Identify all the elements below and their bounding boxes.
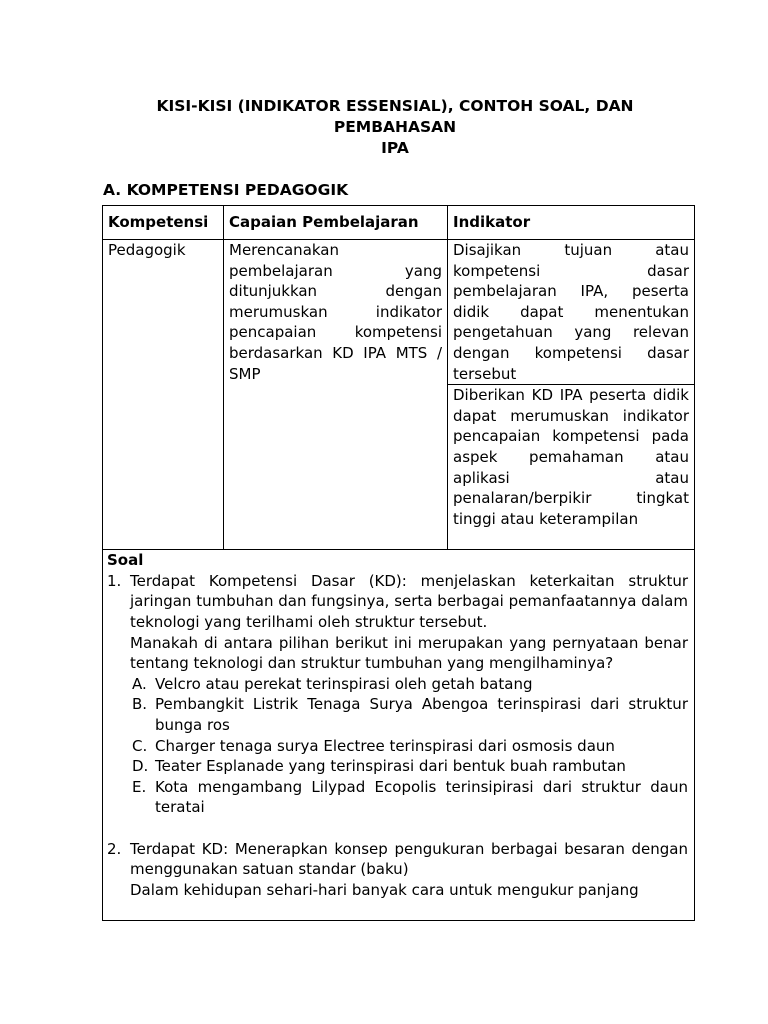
table-row — [103, 240, 695, 385]
title-line-2: PEMBAHASAN — [333, 118, 457, 136]
document-title — [100, 96, 690, 159]
section-heading: A. KOMPETENSI PEDAGOGIK — [103, 181, 349, 199]
header-kompetensi: Kompetensi — [103, 206, 224, 240]
spacer — [130, 818, 688, 839]
option-item — [130, 736, 688, 757]
question-text: Terdapat KD: Menerapkan konsep pengukuran berbagai besaran dengan menggunakan satuan standar (baku) — [130, 839, 688, 879]
cell-kompetensi: Pedagogik — [103, 240, 224, 550]
option-item — [130, 674, 688, 695]
option-item — [130, 694, 688, 735]
option-text: Kota mengambang Lilypad Ecopolis terinsipirasi dari struktur daun teratai — [155, 777, 688, 817]
option-letter: C. — [132, 736, 148, 755]
kisi-kisi-table — [102, 205, 695, 921]
soal-heading: Soal — [107, 551, 144, 570]
option-item — [130, 756, 688, 777]
question-prompt: Manakah di antara pilihan berikut ini merupakan yang pernyataan benar tentang teknologi dan struktur tumbuhan yang mengilhaminya? — [130, 633, 688, 673]
header-capaian: Capaian Pembelajaran — [224, 206, 448, 240]
option-text: Charger tenaga surya Electree terinspirasi dari osmosis daun — [155, 736, 615, 755]
option-text: Teater Esplanade yang terinspirasi dari bentuk buah rambutan — [155, 757, 626, 776]
option-item — [130, 777, 688, 818]
option-list — [130, 674, 688, 818]
question-text: Terdapat Kompetensi Dasar (KD): menjelaskan keterkaitan struktur jaringan tumbuhan dan fungsinya, serta berbagai pemanfaatannya dalam teknologi yang terilhami oleh struktur tersebut. — [130, 571, 688, 631]
option-text: Pembangkit Listrik Tenaga Surya Abengoa terinspirasi dari struktur bunga ros — [155, 695, 688, 734]
table-header-row — [103, 206, 695, 240]
soal-cell — [103, 550, 695, 921]
question-number: 2. — [107, 839, 122, 858]
title-line-3: IPA — [381, 139, 409, 157]
cell-indikator-2: Diberikan KD IPA peserta didik dapat merumuskan indikator pencapaian kompetensi pada aspek pemahaman atau aplikasi atau penalaran/berpikir tingkat tinggi atau keterampilan — [448, 385, 695, 550]
option-letter: D. — [132, 757, 149, 776]
option-text: Velcro atau perekat terinspirasi oleh getah batang — [155, 674, 533, 693]
question-number: 1. — [107, 571, 122, 590]
header-indikator: Indikator — [448, 206, 695, 240]
cell-indikator-1: Disajikan tujuan atau kompetensi dasar pembelajaran IPA, peserta didik dapat menentukan pengetahuan yang relevan dengan kompetensi dasar tersebut — [448, 240, 695, 385]
title-line-1: KISI-KISI (INDIKATOR ESSENSIAL), CONTOH SOAL, DAN — [156, 97, 634, 115]
cell-capaian: Merencanakan pembelajaran yang ditunjukkan dengan merumuskan indikator pencapaian kompetensi berdasarkan KD IPA MTS / SMP — [224, 240, 448, 550]
question-list — [105, 571, 688, 901]
option-letter: A. — [132, 674, 147, 693]
question-prompt: Dalam kehidupan sehari-hari banyak cara untuk mengukur panjang — [130, 881, 639, 900]
soal-row — [103, 550, 695, 921]
question-item — [105, 839, 688, 901]
option-letter: B. — [132, 695, 148, 714]
question-item — [105, 571, 688, 839]
option-letter: E. — [132, 777, 147, 796]
